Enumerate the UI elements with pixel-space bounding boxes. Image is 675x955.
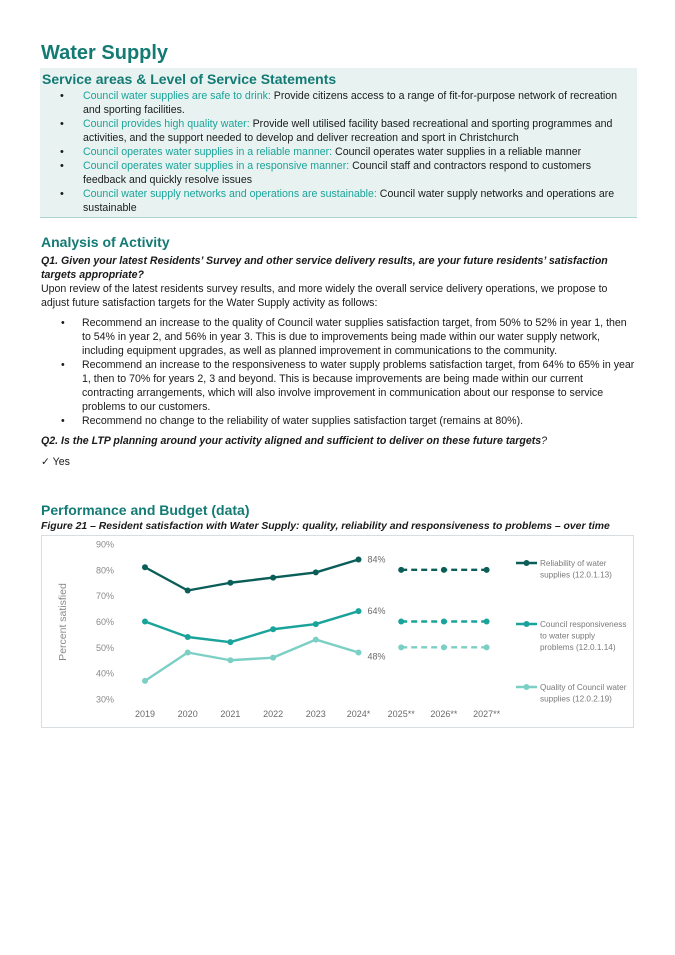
legend-marker [524,684,530,690]
data-point [270,655,276,661]
satisfaction-chart [41,535,634,728]
recommendation-list [41,316,637,428]
service-area-item [40,145,637,159]
target-point [484,644,490,650]
data-label: 48% [367,651,386,662]
target-point [398,644,404,650]
figure-caption: Figure 21 – Resident satisfaction with Water Supply: quality, reliability and responsiveness to problems – over time [41,521,610,532]
x-tick-label: 2024* [346,709,371,719]
target-point [398,619,404,625]
data-point [185,588,191,594]
legend-label: supplies (12.0.2.19) [540,694,612,704]
service-area-item [40,117,637,145]
service-area-description: Provide well utilised facility based recreational and sporting programmes and activities, and the support needed to develop and deliver recreation and sport in Christchurch [83,118,613,144]
service-area-item [40,159,637,187]
question-2-text: Q2. Is the LTP planning around your activity aligned and sufficient to deliver on these future targets [41,435,542,447]
x-tick-label: 2021 [220,709,241,719]
page-title: Water Supply [41,42,169,64]
y-tick-label: 60% [95,617,114,627]
y-tick-label: 40% [95,668,114,679]
data-point [142,619,148,625]
target-point [441,619,447,625]
legend-label: Council responsiveness [540,620,627,629]
question-1: Q1. Given your latest Residents’ Survey and other service delivery results, are your future residents’ satisfaction targets appropriate? [41,255,608,281]
service-area-description: Council operates water supplies in a reliable manner [332,146,582,158]
service-area-item [40,187,637,215]
data-label: 84% [367,554,386,565]
data-point [313,637,319,643]
service-area-title: Council water supply networks and operations are sustainable: [83,188,377,200]
answer-yes: ✓ Yes [41,456,70,468]
service-area-title: Council operates water supplies in a responsive manner: [83,160,350,172]
recommendation-item: • Recommend an increase to the responsiveness to water supply problems satisfaction target, from 64% to 65% in year 1, then to 70% for years 2, 3 and beyond. This is because improvements are being made within our current contracting arrangements, which will also involve improvement in communication about our response to service problems to our customers. [41,358,637,414]
question-2-mark: ? [541,435,548,447]
target-point [484,619,490,625]
data-point [356,557,362,563]
x-tick-label: 2019 [134,709,156,719]
target-point [441,644,447,650]
data-point [270,626,276,632]
target-point [484,567,490,573]
data-point [227,639,233,645]
data-point [227,580,233,586]
x-tick-label: 2026** [430,709,458,719]
performance-heading: Performance and Budget (data) [41,502,250,518]
service-area-title: Council provides high quality water: [83,118,250,130]
series-line [145,560,359,591]
data-point [313,569,319,575]
x-tick-label: 2023 [305,709,326,719]
target-point [441,567,447,573]
series-line [145,640,359,681]
y-tick-label: 50% [95,642,114,653]
legend-label: to water supply [540,631,596,641]
service-area-description: Council staff and contractors respond to customers feedback and quickly resolve issues [83,160,591,186]
chart-svg [42,536,635,729]
service-area-description: Provide citizens access to a range of fit-for-purpose network of recreation and sporting facilities. [83,90,618,116]
analysis-intro: Upon review of the latest residents survey results, and more widely the overall service delivery operations, we propose to adjust future satisfaction targets for the Water Supply activity as follows: [41,283,608,309]
x-tick-label: 2022 [263,709,284,719]
recommendation-item: • Recommend an increase to the quality of Council water supplies satisfaction target, from 50% to 52% in year 1, then to 54% in year 2, and 56% in year 3. This is due to improvements being made within our water supply network, including equipment upgrades, as well as planned improvement in communications to the community. [41,316,637,358]
series-line [145,611,359,642]
data-point [185,650,191,656]
data-point [356,650,362,656]
y-axis-title: Percent satisfied [57,583,69,661]
legend-label: Reliability of water [540,559,607,568]
data-label: 64% [367,606,386,617]
data-point [142,564,148,570]
y-tick-label: 70% [95,591,114,602]
y-tick-label: 80% [95,565,114,576]
legend-label: supplies (12.0.1.13) [540,570,612,580]
y-tick-label: 90% [95,539,114,550]
service-area-item [40,89,637,117]
service-areas-heading: Service areas & Level of Service Statements [42,71,337,87]
y-tick-label: 30% [95,694,114,705]
x-tick-label: 2027** [473,709,501,719]
x-tick-label: 2020 [177,709,198,719]
recommendation-item: • Recommend no change to the reliability of water supplies satisfaction target (remains at 80%). [41,414,637,428]
legend-marker [524,560,530,566]
data-point [142,678,148,684]
x-tick-label: 2025** [387,709,415,719]
data-point [185,634,191,640]
data-point [313,621,319,627]
legend-marker [524,621,530,627]
legend-label: Quality of Council water [540,683,627,692]
service-area-description: Council water supply networks and operations are sustainable [83,188,615,214]
data-point [356,608,362,614]
data-point [227,657,233,663]
legend-label: problems (12.0.1.14) [540,643,616,652]
service-area-title: Council water supplies are safe to drink: [83,90,271,102]
service-area-title: Council operates water supplies in a reliable manner: [83,146,333,158]
service-areas-box [40,68,637,218]
data-point [270,575,276,581]
target-point [398,567,404,573]
question-2 [41,434,636,448]
analysis-heading: Analysis of Activity [41,234,170,250]
service-areas-list [40,89,637,215]
